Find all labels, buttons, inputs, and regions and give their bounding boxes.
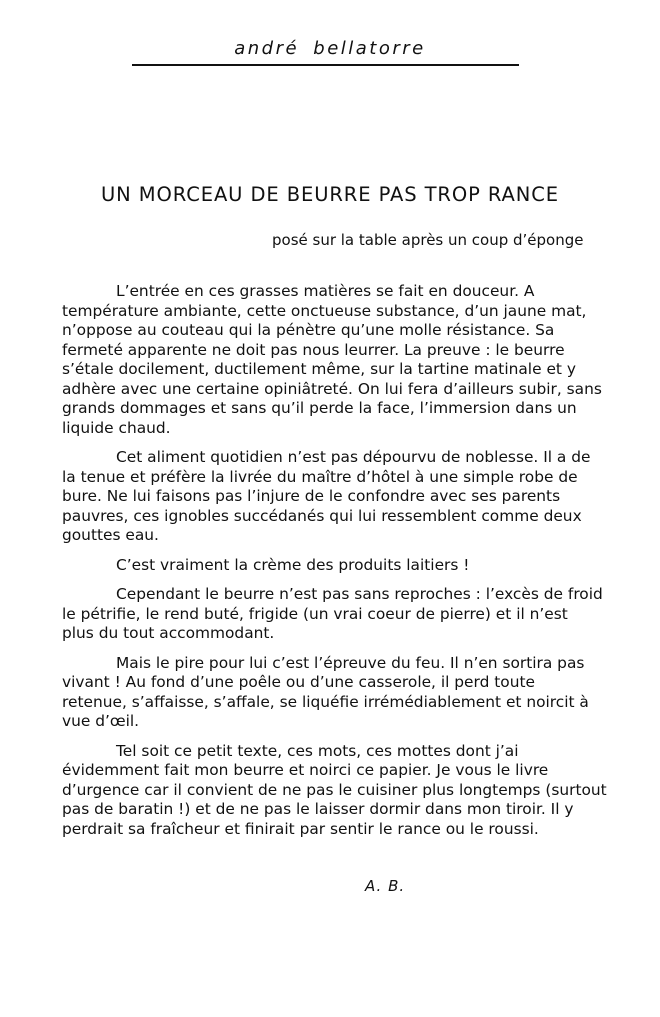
- text-line: vue d’œil.: [62, 712, 140, 730]
- paragraph-4: [62, 585, 602, 644]
- text-line: d’urgence car il convient de ne pas le cuisiner plus longtemps (surtout: [62, 780, 607, 799]
- running-header-author: andré bellatorre: [234, 38, 426, 59]
- paragraph-6: [62, 741, 607, 840]
- paragraph-2: [62, 448, 602, 546]
- poem-title: UN MORCEAU DE BEURRE PAS TROP RANCE: [101, 183, 559, 206]
- text-line: évidemment fait mon beurre et noirci ce papier. Je vous le livre: [62, 761, 549, 779]
- text-line: perdrait sa fraîcheur et finirait par sentir le rance ou le roussi.: [62, 819, 539, 838]
- paragraph-1: [62, 282, 602, 438]
- text-line: gouttes eau.: [62, 526, 159, 544]
- text-line: L’entrée en ces grasses matières se fait en douceur. A: [116, 282, 535, 300]
- text-line: vivant ! Au fond d’une poêle ou d’une casserole, il perd toute: [62, 673, 535, 691]
- text-line: adhère avec une certaine opiniâtreté. On lui fera d’ailleurs subir, sans: [62, 379, 602, 398]
- header-rule: [132, 64, 519, 66]
- text-line: fermeté apparente ne doit pas nous leurrer. La preuve : le beurre: [62, 340, 565, 359]
- text-line: C’est vraiment la crème des produits laitiers !: [116, 555, 470, 574]
- text-line: liquide chaud.: [62, 418, 171, 437]
- text-line: la tenue et préfère la livrée du maître d’hôtel à une simple robe de: [62, 467, 578, 486]
- poem-subtitle: posé sur la table après un coup d’éponge: [272, 231, 584, 249]
- text-line: n’oppose au couteau qui la pénètre qu’une molle résistance. Sa: [62, 321, 555, 339]
- body-text: [62, 282, 607, 849]
- signature-initials: A. B.: [365, 877, 406, 895]
- text-line: Cependant le beurre n’est pas sans reproches : l’excès de froid: [116, 585, 603, 603]
- text-line: température ambiante, cette onctueuse substance, d’un jaune mat,: [62, 301, 587, 320]
- text-line: le pétrifie, le rend buté, frigide (un vrai coeur de pierre) et il n’est: [62, 604, 568, 623]
- text-line: pauvres, ces ignobles succédanés qui lui ressemblent comme deux: [62, 506, 582, 525]
- paragraph-3: [62, 556, 602, 576]
- text-line: plus du tout accommodant.: [62, 624, 275, 642]
- paragraph-5: [62, 654, 602, 732]
- text-line: grands dommages et sans qu’il perde la face, l’immersion dans un: [62, 399, 577, 417]
- text-line: Cet aliment quotidien n’est pas dépourvu de noblesse. Il a de: [116, 448, 591, 466]
- text-line: Tel soit ce petit texte, ces mots, ces mottes dont j’ai: [116, 741, 519, 760]
- text-line: s’étale docilement, ductilement même, sur la tartine matinale et y: [62, 360, 576, 378]
- text-line: Mais le pire pour lui c’est l’épreuve du feu. Il n’en sortira pas: [116, 653, 585, 672]
- text-line: retenue, s’affaisse, s’affale, se liquéfie irrémédiablement et noircit à: [62, 692, 589, 711]
- text-line: bure. Ne lui faisons pas l’injure de le confondre avec ses parents: [62, 487, 561, 505]
- text-line: pas de baratin !) et de ne pas le laisser dormir dans mon tiroir. Il y: [62, 800, 574, 818]
